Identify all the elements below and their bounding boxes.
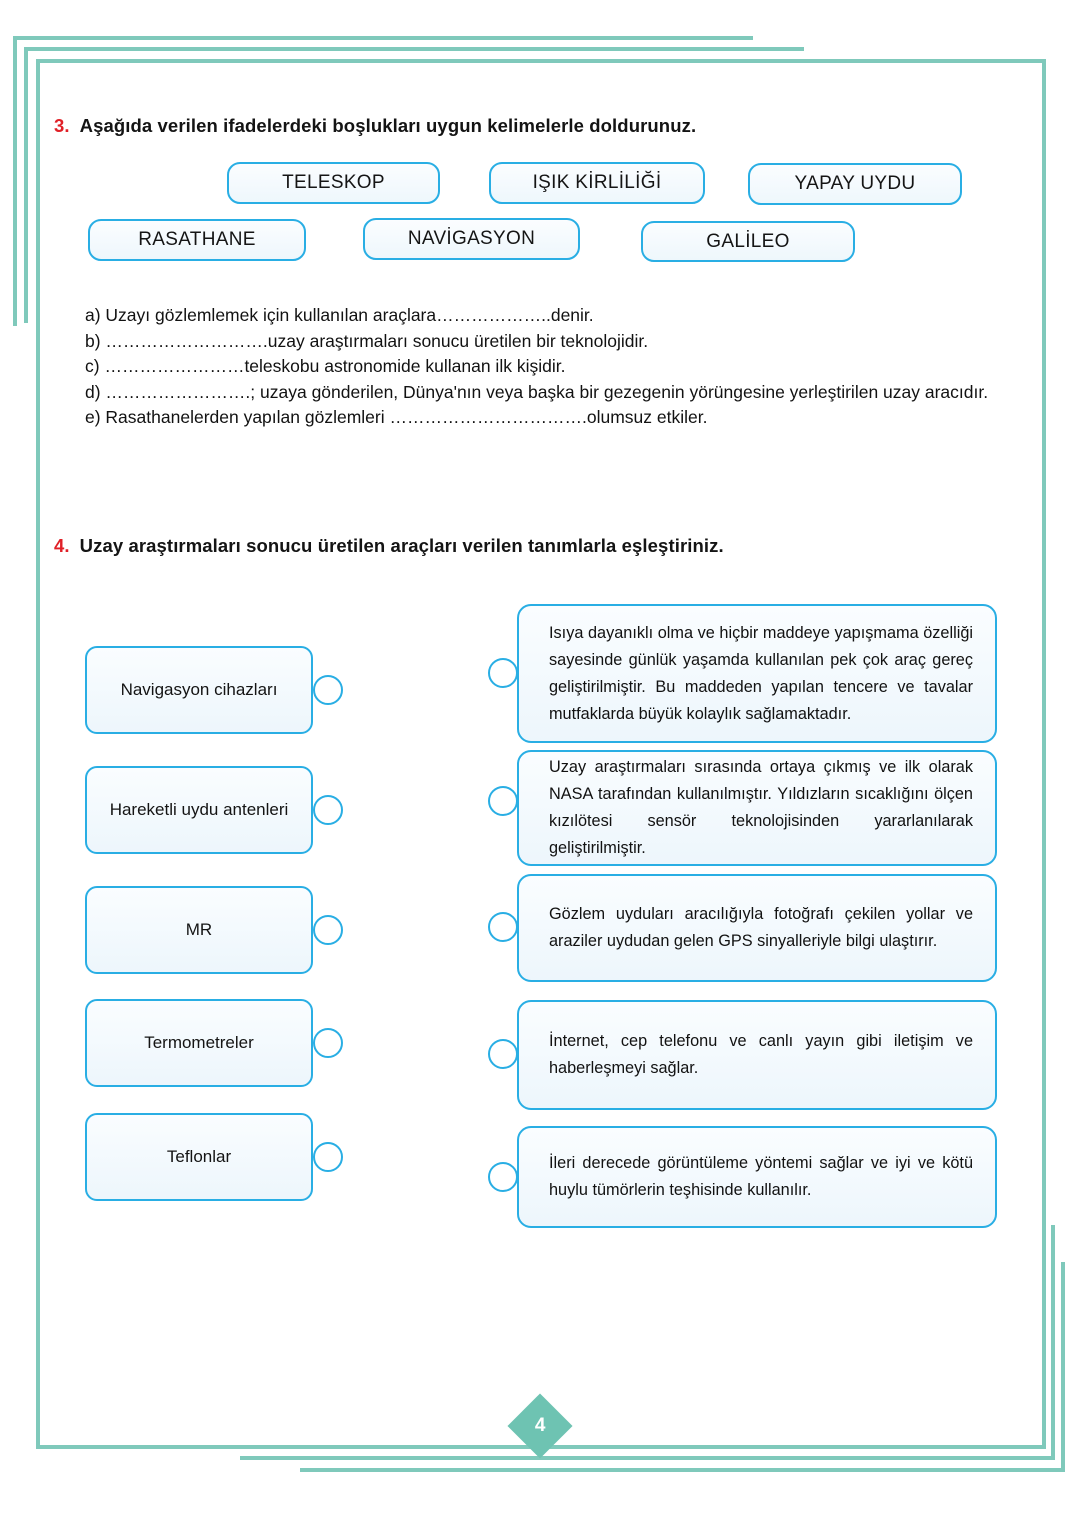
match-left-connector-knob-5[interactable]	[313, 1142, 343, 1172]
word-bank-chip-label: TELESKOP	[282, 172, 385, 193]
match-left-label: Termometreler	[144, 1033, 254, 1052]
question-4-heading	[54, 535, 724, 557]
page-number-badge	[507, 1393, 572, 1458]
question-4-prompt: Uzay araştırmaları sonucu üretilen araçları verilen tanımlarla eşleştiriniz.	[79, 535, 724, 556]
question-3-blank-list	[85, 303, 988, 431]
word-bank-chip-label: IŞIK KİRLİLİĞİ	[532, 172, 662, 193]
match-right-text: Uzay araştırmaları sırasında ortaya çıkmış ve ilk olarak NASA tarafından kullanılmıştır. Yıldızların sıcaklığını ölçen kızılötesi sensör teknolojisinden yararlanılarak geliştirilmiştir.	[549, 758, 973, 857]
match-right-text: Isıya dayanıklı olma ve hiçbir maddeye yapışmama özelliği sayesinde günlük yaşamda kullanılan pek çok araç gereç geliştirilmiştir. Bu maddeden yapılan tencere ve tavalar mutfaklarda büyük kolaylık sağlamaktadır.	[549, 623, 973, 723]
match-left-label: Navigasyon cihazları	[120, 680, 278, 699]
match-right-connector-knob-5[interactable]	[488, 1162, 518, 1192]
match-left-teflonlar[interactable]	[85, 1113, 313, 1201]
question-3-number: 3.	[54, 115, 70, 136]
corner-frame-bottom-right-outer	[300, 1262, 1065, 1472]
match-right-connector-knob-1[interactable]	[488, 658, 518, 688]
match-right-teflon-description[interactable]	[517, 604, 997, 743]
match-right-navigasyon-description[interactable]	[517, 874, 997, 982]
match-left-connector-knob-1[interactable]	[313, 675, 343, 705]
match-right-text: İnternet, cep telefonu ve canlı yayın gibi iletişim ve haberleşmeyi sağlar.	[549, 1032, 973, 1077]
match-right-connector-knob-3[interactable]	[488, 912, 518, 942]
word-bank-chip-label: RASATHANE	[138, 229, 256, 250]
match-right-connector-knob-4[interactable]	[488, 1039, 518, 1069]
match-left-label: Teflonlar	[166, 1147, 232, 1166]
match-left-connector-knob-4[interactable]	[313, 1028, 343, 1058]
word-bank-chip-navigasyon[interactable]	[363, 218, 580, 260]
word-bank-chip-rasathane[interactable]	[88, 219, 306, 261]
match-right-connector-knob-2[interactable]	[488, 786, 518, 816]
match-left-navigasyon-cihazlari[interactable]	[85, 646, 313, 734]
corner-frame-bottom-right-middle	[240, 1225, 1055, 1460]
match-right-text: Gözlem uyduları aracılığıyla fotoğrafı çekilen yollar ve araziler uydudan gelen GPS sinyalleriyle bilgi ulaştırır.	[549, 905, 973, 950]
word-bank-chip-label: GALİLEO	[706, 230, 790, 252]
blank-line-b: b) ……………………….uzay araştırmaları sonucu üretilen bir teknolojidir.	[85, 330, 649, 351]
match-left-termometreler[interactable]	[85, 999, 313, 1087]
match-left-connector-knob-2[interactable]	[313, 795, 343, 825]
word-bank-chip-label: YAPAY UYDU	[794, 173, 916, 194]
match-left-mr[interactable]	[85, 886, 313, 974]
page-number-label: 4	[534, 1414, 546, 1436]
question-3-heading	[54, 115, 696, 137]
match-right-uydu-anteni-description[interactable]	[517, 1000, 997, 1110]
word-bank-chip-isik-kirliligi[interactable]	[489, 162, 705, 204]
word-bank-chip-galileo[interactable]	[641, 221, 855, 262]
match-right-termometre-description[interactable]	[517, 750, 997, 866]
blank-line-c: c) ……………………teleskobu astronomide kullanan ilk kişidir.	[85, 356, 566, 377]
question-4-number: 4.	[54, 535, 70, 556]
match-right-mr-description[interactable]	[517, 1126, 997, 1228]
blank-line-a: a) Uzayı gözlemlemek için kullanılan araçlara………………..denir.	[85, 305, 594, 325]
match-left-connector-knob-3[interactable]	[313, 915, 343, 945]
match-left-label: MR	[185, 920, 213, 939]
word-bank-chip-yapay-uydu[interactable]	[748, 163, 962, 205]
match-left-hareketli-uydu-antenleri[interactable]	[85, 766, 313, 854]
question-3-prompt: Aşağıda verilen ifadelerdeki boşlukları uygun kelimelerle doldurunuz.	[79, 115, 697, 136]
blank-line-e: e) Rasathanelerden yapılan gözlemleri …………………………….olumsuz etkiler.	[85, 407, 708, 428]
word-bank-chip-teleskop[interactable]	[227, 162, 440, 204]
match-right-text: İleri derecede görüntüleme yöntemi sağlar ve iyi ve kötü huylu tümörlerin teşhisinde kullanılır.	[549, 1154, 973, 1199]
blank-line-d: d) …………………….; uzaya gönderilen, Dünya'nın veya başka bir gezegenin yörüngesine yerleştirilen uzay aracıdır.	[85, 381, 989, 402]
word-bank-chip-label: NAVİGASYON	[407, 228, 536, 249]
match-left-label: Hareketli uydu antenleri	[109, 800, 289, 819]
